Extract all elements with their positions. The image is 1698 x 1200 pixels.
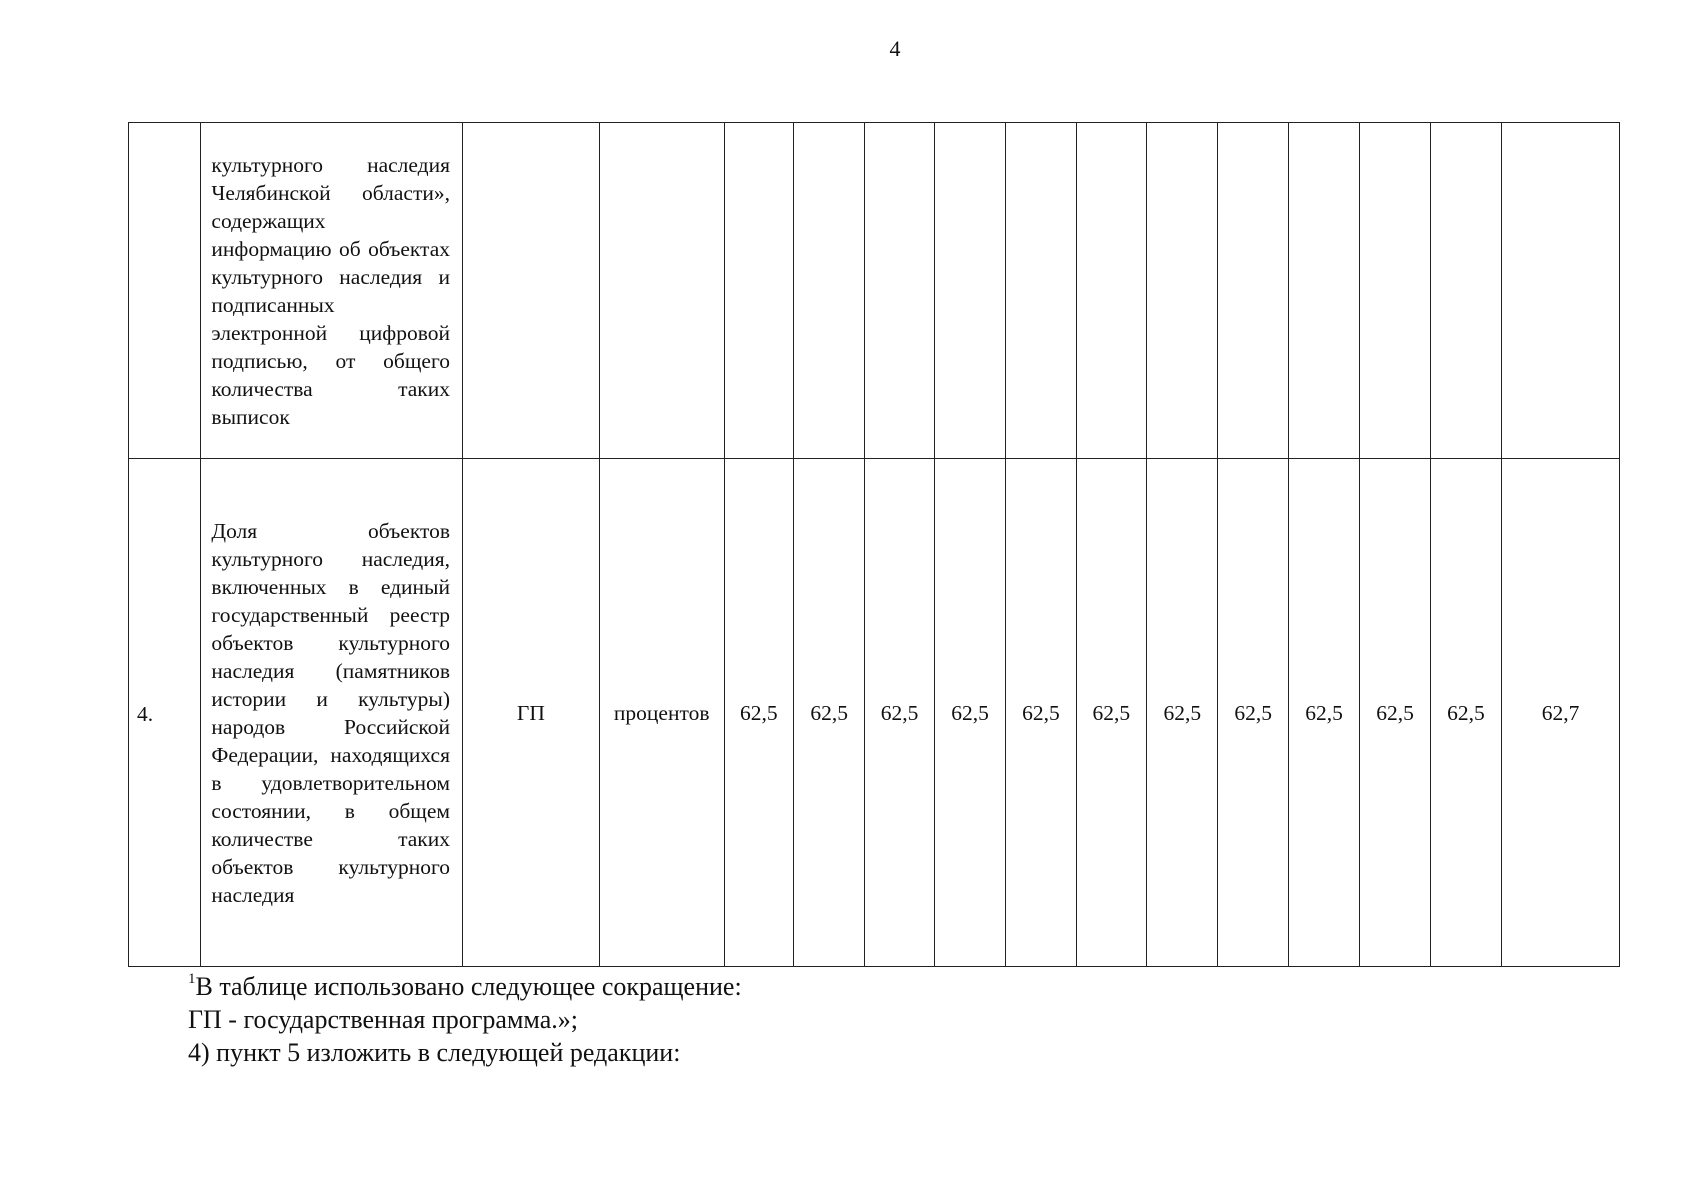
row-number: 4. (129, 459, 201, 967)
value-cell (724, 123, 793, 459)
indicators-table (128, 122, 1620, 967)
value-cell (1288, 123, 1359, 459)
value-cell (1502, 123, 1620, 459)
abbreviation-line: ГП - государственная программа.»; (188, 1005, 578, 1034)
value-cell (1147, 123, 1218, 459)
indicator-unit: процентов (599, 459, 724, 967)
value-cell (1006, 123, 1076, 459)
value-cell (793, 123, 864, 459)
value-cell (865, 123, 934, 459)
value-cell: 62,5 (1076, 459, 1146, 967)
footnote-block (188, 970, 742, 1069)
value-cell: 62,5 (1006, 459, 1076, 967)
value-cell (1360, 123, 1430, 459)
value-cell: 62,7 (1502, 459, 1620, 967)
indicator-unit (599, 123, 724, 459)
value-cell: 62,5 (724, 459, 793, 967)
value-cell: 62,5 (1147, 459, 1218, 967)
amendment-line: 4) пункт 5 изложить в следующей редакции: (188, 1038, 681, 1067)
value-cell (1430, 123, 1501, 459)
value-cell (1218, 123, 1288, 459)
indicator-description-text: Доля объектов культурного наследия, включенных в единый государственный реестр объектов культурного наследия (памятников истории и культуры) народов Российской Федерации, находящихся в удовлетворительном состоянии, в общем количестве таких объектов культурного наследия (211, 518, 450, 907)
indicator-source: ГП (463, 459, 600, 967)
value-cell: 62,5 (793, 459, 864, 967)
value-cell: 62,5 (1218, 459, 1288, 967)
indicator-description (201, 123, 463, 459)
footnote-line (188, 970, 742, 1003)
page-number: 4 (889, 36, 901, 61)
value-cell (934, 123, 1005, 459)
value-cell: 62,5 (934, 459, 1005, 967)
table-row (129, 459, 1620, 967)
value-cell: 62,5 (1430, 459, 1501, 967)
table-row (129, 123, 1620, 459)
value-cell: 62,5 (1288, 459, 1359, 967)
footnote-marker: 1 (188, 971, 196, 987)
indicator-description (201, 459, 463, 967)
value-cell: 62,5 (865, 459, 934, 967)
row-number (129, 123, 201, 459)
value-cell (1076, 123, 1146, 459)
value-cell: 62,5 (1360, 459, 1430, 967)
indicator-description-text: культурного наследия Челябинской области», содержащих информацию об объектах культурного наследия и подписанных электронной цифровой подписью, от общего количества таких выписок (211, 152, 450, 429)
footnote-text: В таблице использовано следующее сокращение: (195, 972, 742, 1001)
indicator-source (463, 123, 600, 459)
